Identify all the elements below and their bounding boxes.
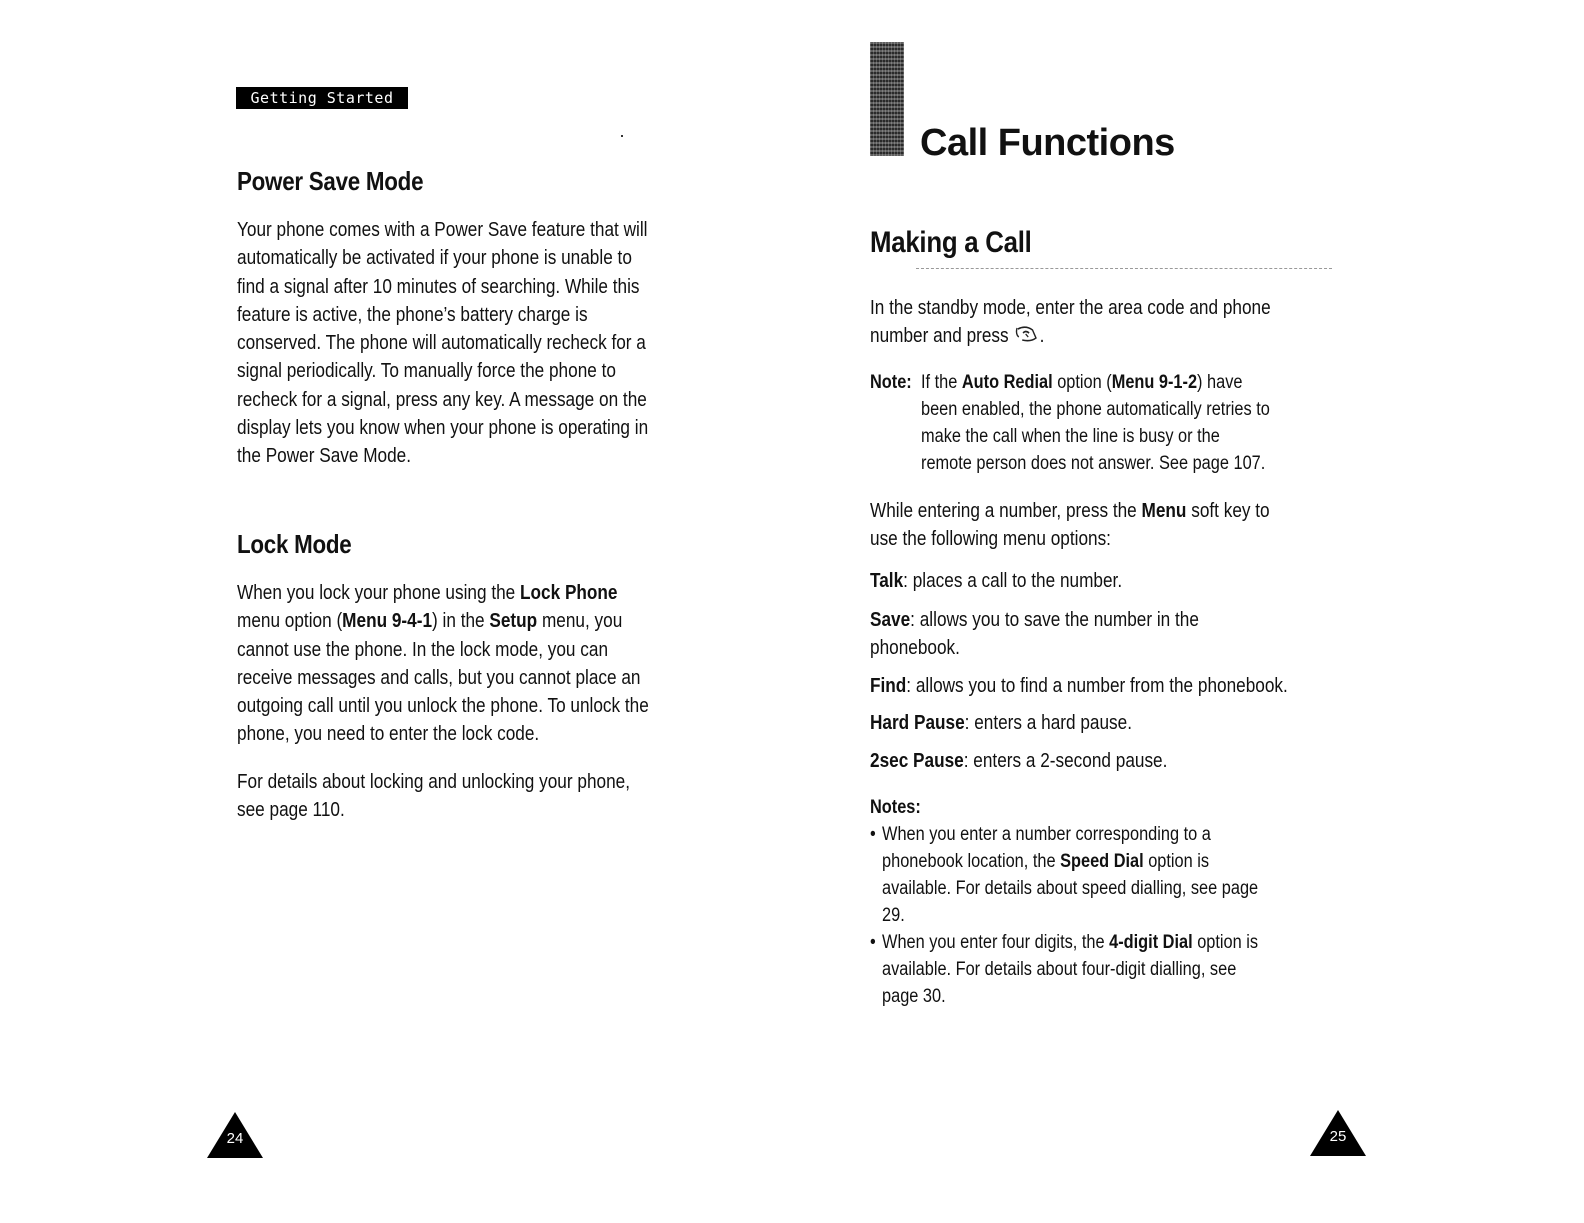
text-line: phone, you need to enter the lock code. [237, 723, 540, 746]
text-run: While entering a number, press the [870, 500, 1142, 522]
option-talk [870, 567, 1122, 595]
chapter-title: Call Functions [920, 122, 1175, 164]
bold-term: Setup [489, 610, 538, 633]
bold-term: Lock Phone [520, 582, 618, 604]
bold-term: Menu [1141, 500, 1187, 522]
text-line [237, 579, 719, 607]
note-text [921, 369, 1403, 477]
text-line: use the following menu options: [870, 528, 1111, 551]
text-line: been enabled, the phone automatically retries to [921, 399, 1270, 420]
text-line: conserved. The phone will automatically recheck for a [237, 332, 646, 355]
option-desc: : enters a hard pause. [964, 712, 1132, 734]
section-tab: Getting Started [236, 87, 408, 109]
text-line: recheck for a signal, press any key. A message on the [237, 388, 647, 411]
option-desc: phonebook. [870, 637, 960, 659]
bullet-icon: • [870, 824, 876, 845]
option-desc: : places a call to the number. [903, 570, 1123, 592]
notes-label [870, 794, 921, 822]
text-run: menu, you [537, 610, 623, 633]
text-line: page 30. [882, 986, 946, 1007]
text-run: option ( [1052, 372, 1112, 393]
bold-term: 4-digit Dial [1109, 932, 1193, 953]
text-run: If the [921, 372, 962, 393]
lock-details-paragraph [237, 768, 719, 825]
heading-rule [916, 268, 1332, 269]
text-line: available. For details about four-digit dialling, see [882, 959, 1237, 980]
page-number-badge [1310, 1110, 1366, 1156]
text-line: remote person does not answer. See page 107. [921, 453, 1266, 474]
page-number-badge [207, 1112, 263, 1158]
send-key-icon [1014, 324, 1040, 354]
speck-mark [621, 135, 623, 137]
lock-mode-heading: Lock Mode [237, 529, 352, 559]
notes-bullet-speed-dial [870, 821, 1360, 929]
notes-bullet-4digit-dial [870, 929, 1360, 1010]
option-desc: : enters a 2-second pause. [963, 750, 1168, 772]
text-line: signal periodically. To manually force the phone to [237, 360, 616, 383]
page-number: 24 [226, 1130, 244, 1147]
text-line: the Power Save Mode. [237, 445, 412, 468]
text-line [237, 607, 719, 635]
bold-term: Auto Redial [961, 372, 1053, 393]
making-call-intro [870, 294, 1352, 355]
text-run: When you enter four digits, the [882, 932, 1110, 953]
text-run: menu option ( [237, 610, 343, 633]
option-term: Talk [870, 570, 904, 592]
text-line [870, 497, 1352, 525]
text-line: receive messages and calls, but you cannot place an [237, 666, 641, 689]
text-run: number and press [870, 325, 1009, 348]
option-save [870, 606, 1199, 662]
lock-mode-paragraph [237, 579, 719, 749]
option-find [870, 672, 1288, 700]
text-run: option is [1143, 851, 1210, 872]
option-2sec-pause [870, 747, 1167, 775]
text-line: automatically be activated if your phone is unable to [237, 247, 632, 270]
text-line: find a signal after 10 minutes of searching. While this [237, 275, 640, 298]
text-line: 29. [882, 905, 905, 926]
chapter-marker-bar [870, 42, 904, 156]
text-line [870, 932, 1258, 953]
page-number: 25 [1329, 1128, 1347, 1145]
option-term: Find [870, 675, 907, 697]
power-save-paragraph [237, 216, 719, 471]
text-line: Your phone comes with a Power Save feature that will [237, 219, 648, 241]
text-run: phonebook location, the [882, 851, 1061, 872]
text-line: In the standby mode, enter the area code and phone [870, 297, 1271, 319]
making-call-heading: Making a Call [870, 226, 1032, 259]
option-term: 2sec Pause [870, 750, 964, 772]
power-save-heading: Power Save Mode [237, 166, 424, 196]
text-run: soft key to [1186, 500, 1270, 522]
text-line: cannot use the phone. In the lock mode, you can [237, 638, 609, 661]
notes-label-text: Notes: [870, 797, 921, 818]
menu-intro [870, 497, 1352, 554]
bullet-icon: • [870, 932, 876, 953]
text-run: ) in the [432, 610, 490, 633]
text-run: . [1039, 325, 1045, 348]
text-line: see page 110. [237, 799, 345, 822]
bold-term: Menu 9-1-2 [1111, 372, 1198, 393]
text-line [921, 369, 1403, 396]
text-line: For details about locking and unlocking your phone, [237, 771, 630, 793]
text-line [870, 848, 1360, 875]
text-line [870, 824, 1211, 845]
option-desc: : allows you to save the number in the [910, 609, 1199, 631]
text-line [870, 322, 1352, 354]
text-line: available. For details about speed dialling, see page [882, 878, 1259, 899]
text-line: display lets you know when your phone is operating in [237, 417, 649, 440]
option-term: Hard Pause [870, 712, 965, 734]
text-line: outgoing call until you unlock the phone. To unlock the [237, 695, 649, 718]
text-run: When you enter a number corresponding to a [882, 824, 1211, 845]
bold-term: Speed Dial [1060, 851, 1144, 872]
option-desc: : allows you to find a number from the phonebook. [906, 675, 1288, 697]
text-line: feature is active, the phone’s battery charge is [237, 303, 588, 326]
text-line: make the call when the line is busy or the [921, 426, 1220, 447]
text-run: When you lock your phone using the [237, 582, 521, 604]
text-run: option is [1192, 932, 1259, 953]
note-label: Note: [870, 372, 912, 393]
text-run: ) have [1197, 372, 1243, 393]
option-term: Save [870, 609, 911, 631]
option-hard-pause [870, 709, 1132, 737]
bold-term: Menu 9-4-1 [342, 610, 433, 633]
